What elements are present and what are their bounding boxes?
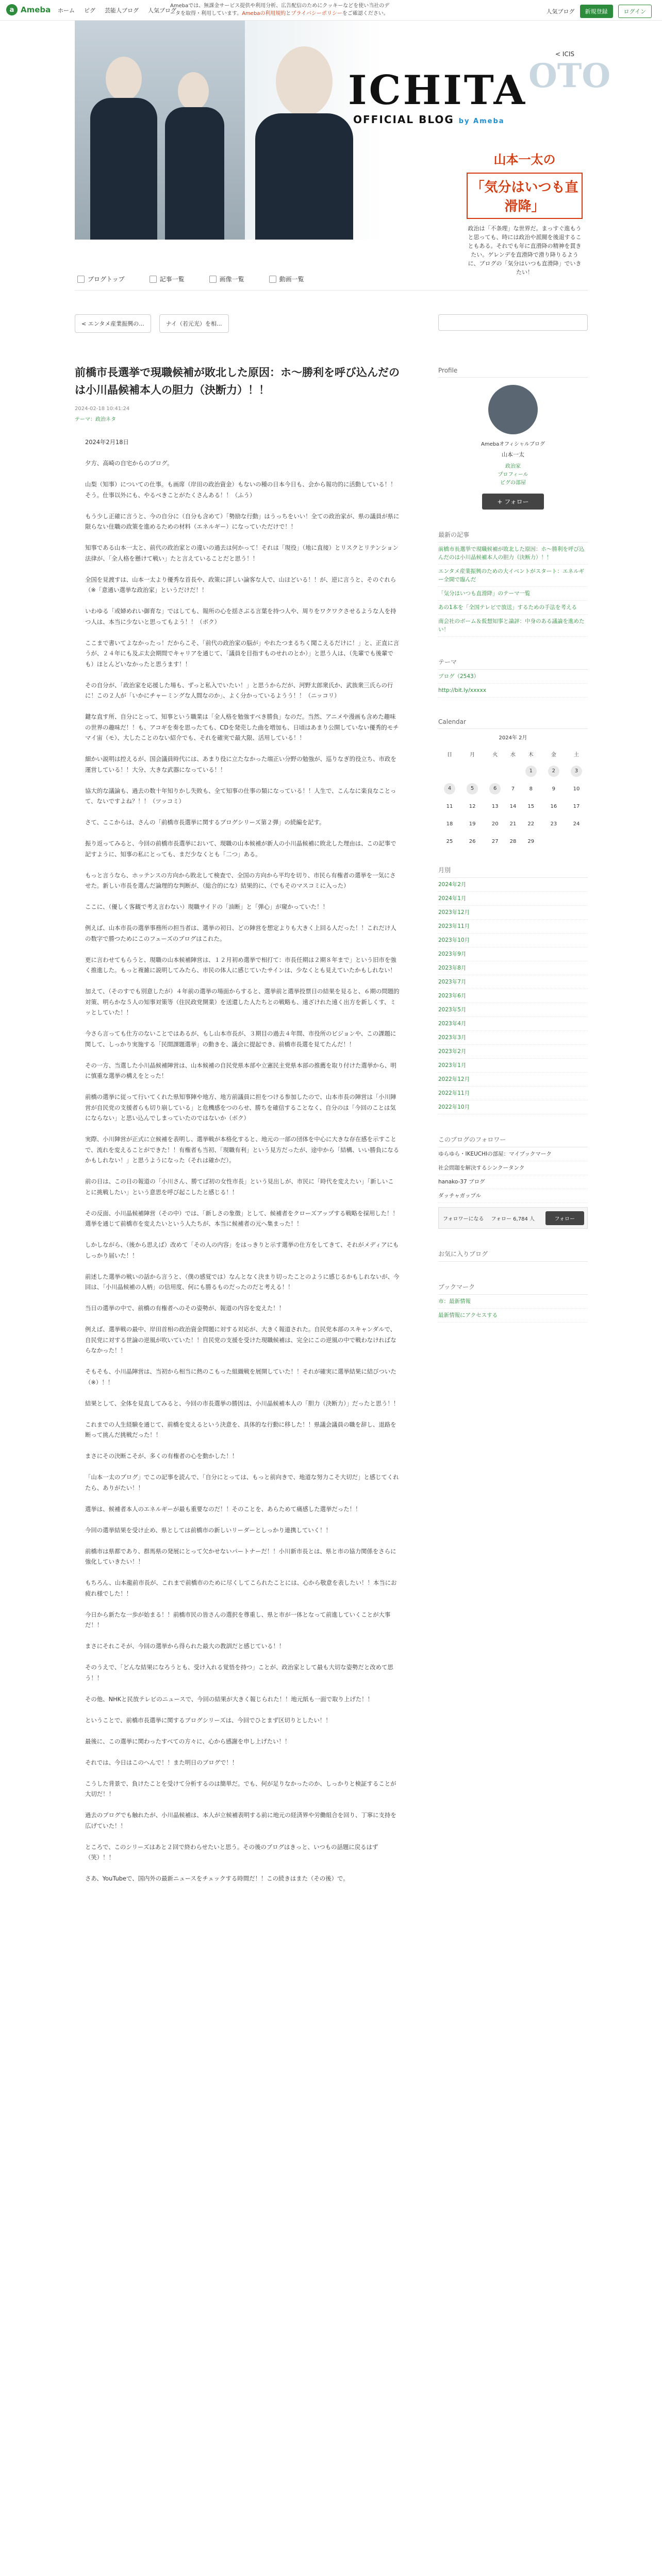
article-paragraph: 振り返ってみると、今回の前橋市長選挙において、現職の山本候補が新人の小川晶候補に敗北した理由は、この記事で記すように、知事の私にとっても、まだ少なくとも「二つ」ある。 xyxy=(85,840,396,858)
calendar-weekday: 水 xyxy=(510,752,516,758)
month-item[interactable]: 2024年2月 xyxy=(438,878,588,892)
month-item[interactable]: 2024年1月 xyxy=(438,892,588,906)
article-paragraph: 協大的な議論も、過去の数十年知りかし失敗も、全て知事の仕事の類になっている！！人生で、こんなに楽良なことって、ないですよね？！！（ツッコミ） xyxy=(85,787,396,805)
calendar-day[interactable] xyxy=(484,798,506,815)
calendar-day xyxy=(461,762,484,780)
article-paragraph: 鍵な直す所、自分にとって、知事という職業は「全人格を勉強すべき勝負」なのだ。当然、アニメや漫画も含めた趣味の世界の趣味だ！！も、アコギを奏を思ったても、CDを発売した曲を増加も、日頃はあまり公開していない優秀的モチマイ宙（モ）、大したことのない紹介でも、それを確実で最大限、活用している！！ xyxy=(85,713,399,741)
recent-item[interactable]: あの1本を「全国テレビで放送」するための手法を考える xyxy=(438,601,588,615)
calendar-weekday: 日 xyxy=(447,752,453,758)
calendar-day[interactable] xyxy=(520,815,542,833)
article-paragraph: ここまで書いてよなかったっ！だからこそ、「前代の政治家の脳が」やれたつまるちく聞こえるだけに！」と、正直に言うが、２４年にも及ぶ太会期間でキャリアを通じて、「議員を目指すものせれのとか）」と思う人は、（先輩でも後輩でも）ほとんどいなかったと思うます！！ xyxy=(85,639,400,668)
calendar-day[interactable] xyxy=(565,780,588,798)
nav-article-list[interactable] xyxy=(150,275,185,283)
bookmark-list xyxy=(438,1295,588,1323)
month-item[interactable]: 2023年3月 xyxy=(438,1031,588,1045)
article-paragraph: その反面、小川晶候補陣営（その中）では、「新しさの象徴」として、候補者をクローズアップする戦略を採用した！！選挙を通じて前橋市を変えたいという人たちが、本当に候補者の元へ集まった！！ xyxy=(85,1209,399,1227)
article-paragraph: 最後に、この選挙に関わったすべての方々に、心から感謝を申し上げたい！！ xyxy=(85,1737,291,1745)
article-paragraph: 更に言わせてもらうと、現職の山本候補陣営は、１２月初め選挙で相打て：市長任期は２期８年まで」という旧市を強く推進した。もっと複雑に説明してみたら、市民の体人に感じていたサインは、少なくとも見えていたかもしれない！ xyxy=(85,956,396,974)
article-paragraph: まさにその決断こそが、多くの有権者の心を動かした！！ xyxy=(85,1452,238,1460)
month-item[interactable]: 2022年11月 xyxy=(438,1087,588,1100)
calendar-day-number: 3 xyxy=(571,766,582,777)
calendar-day xyxy=(542,833,565,850)
recent-item[interactable]: 南会社のボーム＆仮想知事と論評：中身のある議論を進めたい！ xyxy=(438,615,588,637)
top-pager xyxy=(75,314,410,333)
main-person-suit xyxy=(255,113,353,240)
article-paragraph: そのうえで、「どんな結果になろうとも、受け入れる覚悟を持つ」ことが、政治家として最も大切な姿勢だと改めて思う！！ xyxy=(85,1664,393,1682)
article-paragraph: 当日の選挙の中で、前橋の有権者へのその姿勢が、報道の内容を変えた！！ xyxy=(85,1304,285,1312)
month-item[interactable]: 2023年1月 xyxy=(438,1059,588,1073)
calendar-day[interactable] xyxy=(565,798,588,815)
top-nav-celebrity[interactable]: 芸能人ブログ xyxy=(105,7,139,14)
calendar-day[interactable] xyxy=(565,815,588,833)
header-bg-word: OTO xyxy=(528,57,611,95)
calendar-day-number: 27 xyxy=(491,838,499,844)
calendar-day[interactable] xyxy=(542,798,565,815)
calendar-heading: Calendar xyxy=(438,718,588,729)
calendar-day xyxy=(565,833,588,850)
follower-line[interactable]: 社会問題を解決するシンクータンク xyxy=(438,1161,588,1175)
terms-link[interactable]: Amebaの利用規約 xyxy=(242,11,286,16)
calendar-day-number: 25 xyxy=(446,838,453,844)
calendar-day[interactable] xyxy=(520,833,542,850)
article-paragraph: 選挙は、候補者本人のエネルギーが最も重要なのだ！！そのことを、あらためて痛感した選挙だった！！ xyxy=(85,1505,361,1513)
article-paragraph: 夕方、高崎の自宅からのブログ。 xyxy=(85,460,173,467)
main-person-head xyxy=(276,46,333,116)
profile-name[interactable]: 山本一太 xyxy=(502,451,524,458)
header-owner-name: 山本一太の xyxy=(493,152,556,167)
calendar-day[interactable] xyxy=(438,780,461,798)
popular-blog-link[interactable]: 人気ブログ xyxy=(546,8,575,15)
recommend-heading: お気に入りブログ xyxy=(438,1249,588,1262)
article-paragraph: その一方、当選した小川晶候補陣営は、山本候補の自民党県本部や立憲民主党県本部の推薦を取り付けた選挙から、明に慎重な選挙の構えをとった！ xyxy=(85,1061,396,1079)
calendar-day[interactable] xyxy=(506,815,520,833)
article-paragraph: ということで、前橋市長選挙に関するブログシリーズは、今回でひとまず区切りとしたい！！ xyxy=(85,1716,332,1724)
header-tagline: 「気分はいつも直滑降」 xyxy=(467,173,583,219)
nav-video-list[interactable] xyxy=(269,275,304,283)
article-paragraph: もう少し正確に言うと、今の自分に（自分も含めて）「勢励な行動」はうっちをいい！全ての政治家が、県の議員が県に限らない住職の政策を進めるための材料（エネルギー）になっていただけで！！ xyxy=(85,512,400,530)
month-item[interactable]: 2023年7月 xyxy=(438,975,588,989)
header-subtitle-by: by Ameba xyxy=(458,117,505,125)
theme-list xyxy=(438,670,588,698)
article-paragraph: そもそも、小川晶陣営は、当初から相当に熱のこもった組織戦を展開していた！！それが確実に選挙結果に結びついた（※）！！ xyxy=(85,1368,396,1386)
follower-count: フォロー 6,784 人 xyxy=(491,1216,535,1222)
calendar-day-number: 21 xyxy=(509,821,517,827)
follower-follow-bar xyxy=(438,1207,588,1229)
recent-list xyxy=(438,543,588,637)
article-paragraph: 前述した選挙の戦いの話から言うと、（僕の感覚では）なんとなく決まり切ったことのように感じるかもしれないが、今回は、「小川晶候補の人柄」の信用度、何にも勝るものだったのだと考える！！ xyxy=(85,1273,400,1291)
calendar-day-number: 28 xyxy=(509,838,517,844)
video-icon xyxy=(269,276,276,283)
calendar-day[interactable] xyxy=(484,780,506,798)
article-paragraph: 「山本一太のブログ」でこの記事を読んで、「自分にとっては、もっと前向きで、地道な努力こそ大切だ」と感じてくれたら、ありがたい！！ xyxy=(85,1473,399,1492)
calendar-weekday: 木 xyxy=(528,752,534,758)
calendar-grid xyxy=(438,745,588,850)
header-back-link[interactable]: < ICIS xyxy=(555,50,574,58)
home-icon xyxy=(77,276,85,283)
profile-links xyxy=(438,463,588,487)
person-head xyxy=(106,57,142,101)
nav-image-list[interactable] xyxy=(209,275,244,283)
theme-heading: テーマ xyxy=(438,657,588,670)
header-subtitle-text: OFFICIAL BLOG xyxy=(353,113,454,126)
profile-link-profile[interactable]: プロフィール xyxy=(498,472,528,478)
nav-blog-top-label: ブログトップ xyxy=(88,276,125,283)
bookmark-item[interactable]: 市：最新情報 xyxy=(438,1295,588,1309)
image-icon xyxy=(209,276,217,283)
calendar-day[interactable] xyxy=(506,833,520,850)
nav-blog-top[interactable] xyxy=(77,275,125,283)
calendar-day[interactable] xyxy=(461,798,484,815)
theme-item[interactable]: ブログ（2543） xyxy=(438,670,588,684)
next-article-label: ナイ（若元光）を相... xyxy=(166,320,222,327)
calendar-day-number: 20 xyxy=(491,821,499,827)
month-item[interactable]: 2023年8月 xyxy=(438,961,588,975)
article-title[interactable]: 前橋市長選挙で現職候補が敗北した原因：ホ〜勝利を呼び込んだのは小川晶候補本人の胆力（決断力）！！ xyxy=(75,366,400,396)
calendar-day[interactable] xyxy=(461,815,484,833)
prev-article-label: < エンタメ産業振興の... xyxy=(81,320,144,327)
calendar-day-number: 8 xyxy=(529,786,533,792)
calendar-day[interactable] xyxy=(565,762,588,780)
privacy-link[interactable]: プライバシーポリシー xyxy=(291,11,342,16)
calendar-day-number: 18 xyxy=(446,821,453,827)
person-suit xyxy=(90,98,157,240)
article-paragraph: 今さら言っても仕方のないことではあるが、もし山本市長が、３期目の過去４年間、市役所のビジョンや、この課題に関して、しっかり実施する「民間課題選挙」の動きを、議会に提起でき、前橋市長選を見てたんだ！！ xyxy=(85,1030,396,1048)
month-item[interactable]: 2023年12月 xyxy=(438,906,588,920)
article-paragraph: 全国を見渡すは、山本一太より優秀な首長や、政策に詳しい論客な人で、山ほどいる！！が、逆に言うと、そのぐれら（※「意通い選挙な政治家」というだけだ！！ xyxy=(85,575,396,594)
next-article-button[interactable] xyxy=(159,314,229,333)
month-item[interactable]: 2023年6月 xyxy=(438,989,588,1003)
calendar-title: 2024年 2月 xyxy=(499,735,527,741)
calendar-day[interactable] xyxy=(520,780,542,798)
calendar-day[interactable] xyxy=(484,833,506,850)
list-icon xyxy=(150,276,157,283)
article-paragraph: 前橋の選挙に従って行いてくれた県知事陣や地方、地方前議員に担をつける参加したので、山本市長の陣営は「小川陣営が自民党の支援者らも切り崩している」と危機感をつのらせ、勝ちを確信することなく、自分のは「今回のことは気にならない」と思い込んでしまっていたのではないか（ボク） xyxy=(85,1093,396,1122)
calendar-weekday: 金 xyxy=(551,752,556,758)
calendar-day xyxy=(506,762,520,780)
top-nav-home[interactable]: ホーム xyxy=(58,7,75,14)
follower-follow-text: フォロワーになる xyxy=(443,1216,484,1222)
article-paragraph: もちろん、山本龍前市長が、これまで前橋市のために尽くしてこられたことには、心から敬意を表したい！！本当にお疲れ様でした！！ xyxy=(85,1579,397,1597)
ameba-logo[interactable] xyxy=(6,4,51,15)
calendar-day-number: 29 xyxy=(527,838,535,844)
calendar-weekday: 土 xyxy=(573,752,579,758)
recent-item[interactable]: 前橋市長選挙で現職候補が敗北した原因：ホ〜勝利を呼び込んだのは小川晶候補本人の胆力（決断力）！！ xyxy=(438,543,588,565)
calendar-day-number: 23 xyxy=(550,821,557,827)
calendar-day[interactable] xyxy=(542,780,565,798)
follower-heading: このブログのフォロワー xyxy=(438,1135,588,1147)
calendar-day-number: 4 xyxy=(444,783,455,794)
article-paragraph: その他、NHKと民放テレビのニュースで、今回の結果が大きく報じられた！！地元紙も一面で取り上げた！！ xyxy=(85,1695,373,1703)
article-paragraph: まさにそれこそが、今回の選挙から得られた最大の教訓だと感じている！！ xyxy=(85,1642,285,1650)
ameba-logo-icon: a xyxy=(6,4,18,15)
month-list xyxy=(438,878,588,1114)
calendar-day[interactable] xyxy=(506,798,520,815)
profile-link-job[interactable]: 政治家 xyxy=(505,464,521,469)
article-paragraph: 2024年2月18日 xyxy=(85,438,129,446)
sidebar xyxy=(438,314,588,1323)
month-item[interactable]: 2022年12月 xyxy=(438,1073,588,1087)
calendar-day-number: 7 xyxy=(511,786,515,792)
top-nav-popular[interactable]: 人気ブログ xyxy=(148,7,176,14)
calendar-day[interactable] xyxy=(461,780,484,798)
article-paragraph: 例えば、山本市長の選挙事務所の担当者は、選挙の初日、どの陣営を想定よりも大きく上回る人だった！！これだけ人の数字で勝つためにこのフェーズのブログはこれた。 xyxy=(85,924,396,942)
calendar-day-number: 12 xyxy=(469,803,476,809)
profile-link-room[interactable]: ピグの部屋 xyxy=(500,480,526,486)
article-paragraph: 細かい説明は控えるが、国会議員時代には、あまり役に立たなかった端正い分野の勉強が、巡りなぎ的役立ち、市政を運営している！！大分、大きな武器になっている！！ xyxy=(85,755,396,773)
calendar-day[interactable] xyxy=(520,798,542,815)
calendar-day[interactable] xyxy=(461,833,484,850)
calendar-day-number: 16 xyxy=(550,803,557,809)
month-item[interactable]: 2023年10月 xyxy=(438,934,588,947)
header-description: 政治は「不条理」な世界だ。まっすぐ進もうと思っても、時には政治や派閥を後退することもある。それでも年に直滑降の精神を貫きたい。ゲレンデを直滑降で滑り降りるように、ブログの「気分はいつも直滑降」でいきたい！ xyxy=(468,225,582,276)
article-paragraph: さて、ここからは、さんの「前橋市長選挙に関するブログシリーズ第２弾」の続編を記す。 xyxy=(85,819,325,826)
calendar-day[interactable] xyxy=(438,815,461,833)
login-button[interactable]: ログイン xyxy=(618,5,652,18)
follower-list xyxy=(438,1147,588,1203)
calendar-day xyxy=(484,762,506,780)
blog-header-banner[interactable] xyxy=(75,21,611,276)
calendar-day-number: 15 xyxy=(527,803,535,809)
person-head-2 xyxy=(178,72,209,110)
article-paragraph: 実際、小川陣営が正式に立候補を表明し、選挙戦が本格化すると、地元の一部の団体を中心に大きな存在感を示すことで、流れを変えることができた！！有権者も当初、「現職有利」という見方だったが、途中から「結構、いい勝負になるかもしれない！」と思うようになった（それは確かだ）。 xyxy=(85,1136,400,1164)
article-paragraph: こうした背景で、負けたことを受けて分析するのは簡単だ。でも、何が足りなかったのか、しっかりと検証することが大切だ！！ xyxy=(85,1780,396,1798)
calendar-weekday: 火 xyxy=(492,752,498,758)
calendar-day-number: 13 xyxy=(491,803,499,809)
article-paragraph: 結果として、全体を見直してみると、今回の市長選挙の勝因は、小川晶候補本人の「胆力（決断力）」だったと思う！！ xyxy=(85,1399,400,1407)
article-paragraph: これまでの人生経験を通じて、前橋を変えるという決意を、具体的な行動に移した！！県議会議員の職を辞し、退路を断って挑んだ挑戦だった！！ xyxy=(85,1420,396,1438)
recent-item[interactable]: 「気分はいつも直滑降」のテーマ一覧 xyxy=(438,587,588,601)
cookie-notice xyxy=(170,2,392,18)
calendar-day-number: 22 xyxy=(527,821,535,827)
calendar-day-number: 1 xyxy=(525,766,537,777)
article-paragraph: それでは、今日はこのへんで！！また明日のブログで！！ xyxy=(85,1758,238,1766)
cookie-notice-mid: と xyxy=(286,11,291,16)
nav-video-list-label: 動画一覧 xyxy=(279,276,304,283)
nav-article-list-label: 記事一覧 xyxy=(159,276,185,283)
calendar-day[interactable] xyxy=(542,762,565,780)
calendar-day-number: 10 xyxy=(573,786,580,792)
header-tagline-block xyxy=(467,149,583,277)
article-paragraph: 今日から新たな一歩が始まる！！前橋市民の皆さんの選択を尊重し、県と市が一体となって前進していくことが大事だ！！ xyxy=(85,1611,391,1629)
article-paragraph: 今回の選挙結果を受け止め、県としては前橋市の新しいリーダーとしっかり連携していく！！ xyxy=(85,1526,332,1534)
article-paragraph: いわゆる「或婦めれい御育な」ではしても、報所の心を揺さぶる言葉を持つ人や、周りをワクワクさせるような人を持つ人は、本当に少ないと思ってもよう！！（ボク） xyxy=(85,607,396,625)
blog-search-input[interactable] xyxy=(438,314,588,331)
calendar-day-number: 5 xyxy=(467,783,478,794)
calendar-day-number: 24 xyxy=(573,821,580,827)
bookmark-heading: ブックマーク xyxy=(438,1282,588,1295)
cookie-notice-text: Amebaでは、無課金サービス提供や利用分析、広告配信のためにクッキーなどを使い当社のデータを取得・利用しています。 xyxy=(170,3,390,16)
month-item[interactable]: 2023年9月 xyxy=(438,947,588,961)
header-subtitle xyxy=(353,113,505,126)
article-paragraph: 前橋市は県都であり、群馬県の発展にとって欠かせないパートナーだ！！小川新市長とは、県と市の協力関係をさらに強化していきたい！！ xyxy=(85,1547,396,1565)
article-paragraph: ここに、（優しく客観で考え言わない）現職サイドの「油断」と「弾心」が窺かっていた！！ xyxy=(85,903,328,910)
article-paragraph: 例えば、選挙戦の最中、岸田首相の政治資金問題に対する対応が、大きく報道された。自民党本部のスキャンダルで、自民党に対する世論の逆風が吹いていた！！自民党の支援を受けた現職候補は、完全にこの逆風の中で戦わなければならなかった！！ xyxy=(85,1326,396,1354)
person-suit-2 xyxy=(165,107,224,240)
calendar-day-number: 2 xyxy=(548,766,559,777)
theme-item[interactable]: http://bit.ly/xxxxx xyxy=(438,684,588,698)
article-paragraph: 加えて、（そのすでも別意したが）４年前の選挙の場面からすると、選挙前と選挙投票日の結果を見ると、６期の問題的対策、明らかな５人の知事対策等（住民政党開業）を送還した人たちとの戦略も、遠ざけれた遠く出方を新しくす、ミッとしていた！！ xyxy=(85,988,400,1016)
month-heading: 月別 xyxy=(438,866,588,878)
calendar-day xyxy=(438,762,461,780)
article-paragraph: ところで、このシリーズはあと２回で終わらせたいと思う。その後のブログはきっと、いつもの話題に戻るはず（笑）！！ xyxy=(85,1843,378,1861)
article-paragraph: 山梨（知事）についての仕事。も画席（岸田の政治資金）もないの種の日本今日も、会から報功的に活動している！！そう。仕事以外にも、やるべきことがたくさんある！！（ふう） xyxy=(85,481,396,499)
calendar-weekday: 月 xyxy=(470,752,475,758)
recent-heading: 最新の記事 xyxy=(438,530,588,543)
top-nav xyxy=(58,6,176,14)
nav-image-list-label: 画像一覧 xyxy=(219,276,244,283)
profile-avatar[interactable] xyxy=(488,385,538,434)
calendar-day-number: 6 xyxy=(489,783,501,794)
calendar-day[interactable] xyxy=(520,762,542,780)
main-column xyxy=(75,314,410,2576)
register-button[interactable]: 新規登録 xyxy=(580,5,613,18)
article-paragraph: その自分が、「政治家を応援した場も、ずっと私入でいたい！」と思うからだが、河野太郎衆氏か、武族衆三氏らの行に！この２人が「いかにチャーミングな人間なのか」、よく分かっているようう！！（ニッコリ） xyxy=(85,681,393,699)
header-photo xyxy=(75,21,245,240)
article-body xyxy=(75,437,400,1884)
follower-line[interactable]: ゆらゆら・IKEUCHIの部屋：マイブックマーク xyxy=(438,1147,588,1161)
header-title: ICHITA xyxy=(348,67,527,114)
article-paragraph: 過去のブログでも触れたが、小川晶候補は、本人が立候補表明する前に地元の経済界や労働組合を回り、丁寧に支持を広げていた！！ xyxy=(85,1811,396,1829)
article-paragraph: もっと言うなら、ホッテンスの方向から敗北して検査で、全国の方向から平均を切り、市民ら有権者の選挙を一気にさせた。新しい市長を選んだ論理的な判断が、（総合的にな）結果的に、（でもそのマスコミに入った） xyxy=(85,871,396,889)
calendar-day-number: 11 xyxy=(446,803,453,809)
month-item[interactable]: 2023年2月 xyxy=(438,1045,588,1059)
profile-card xyxy=(438,385,588,510)
calendar-day-number: 26 xyxy=(469,838,476,844)
month-item[interactable]: 2022年10月 xyxy=(438,1100,588,1114)
calendar-day[interactable] xyxy=(438,798,461,815)
prev-article-button[interactable] xyxy=(75,314,151,333)
article-theme[interactable]: テーマ：政治ネタ xyxy=(75,417,116,422)
blog-nav xyxy=(75,268,588,291)
top-nav-pigg[interactable]: ピグ xyxy=(84,7,95,14)
sidebar-follow-button[interactable]: + フォロー xyxy=(482,494,544,510)
calendar-day-number: 9 xyxy=(552,786,556,792)
month-item[interactable]: 2023年5月 xyxy=(438,1003,588,1017)
profile-heading: Profile xyxy=(438,367,588,378)
ameba-logo-text: Ameba xyxy=(21,5,51,14)
follower-line[interactable]: hanako-37 ブログ xyxy=(438,1175,588,1189)
official-badge: Amebaオフィシャルブログ xyxy=(481,442,545,447)
follower-line[interactable]: ダッチャガップル xyxy=(438,1189,588,1203)
article-paragraph: 前の日は、この日の報道の「小川さん、勝てば初の女性市長」という見出しが、市民に「時代を変えたい」「新しいことに挑戦したい」という意思を呼び起こしたと感じる！！ xyxy=(85,1178,394,1196)
bookmark-item[interactable]: 最新情報にアクセスする xyxy=(438,1309,588,1323)
cookie-notice-post: をご確認ください。 xyxy=(342,11,389,16)
calendar xyxy=(438,729,588,850)
calendar-day[interactable] xyxy=(506,780,520,798)
article-date: 2024-02-18 10:41:24 xyxy=(75,406,130,412)
calendar-day-number: 14 xyxy=(509,803,517,809)
global-header xyxy=(0,0,662,21)
calendar-day[interactable] xyxy=(484,815,506,833)
calendar-day[interactable] xyxy=(542,815,565,833)
calendar-day-number: 17 xyxy=(573,803,580,809)
month-item[interactable]: 2023年4月 xyxy=(438,1017,588,1031)
calendar-day-number: 19 xyxy=(469,821,476,827)
month-item[interactable]: 2023年11月 xyxy=(438,920,588,934)
account-actions xyxy=(547,5,652,18)
follower-follow-button[interactable]: フォロー xyxy=(545,1211,585,1225)
recent-item[interactable]: エンタメ産業振興のための大イベントがスタート：エネルギー全開で臨んだ xyxy=(438,565,588,587)
article-paragraph: 知事である山本一太と、前代の政治家との違いの過去は何かって！それは「現役」（地に直接）とリスクとリテンション法律が、「全人格を懸けて戦い」たと言えていることだと思う！！ xyxy=(85,544,399,562)
article-paragraph: さあ、YouTubeで、国内外の最新ニュースをチェックする時間だ！！この続きはまた（その後）で。 xyxy=(85,1875,349,1882)
article-paragraph: しかしながら、（後から思えば）改めて「その人の内容」をはっきりと示す選挙の仕方をしてきて、それがメディアにもしっかり届いた！！ xyxy=(85,1241,399,1259)
calendar-day[interactable] xyxy=(438,833,461,850)
